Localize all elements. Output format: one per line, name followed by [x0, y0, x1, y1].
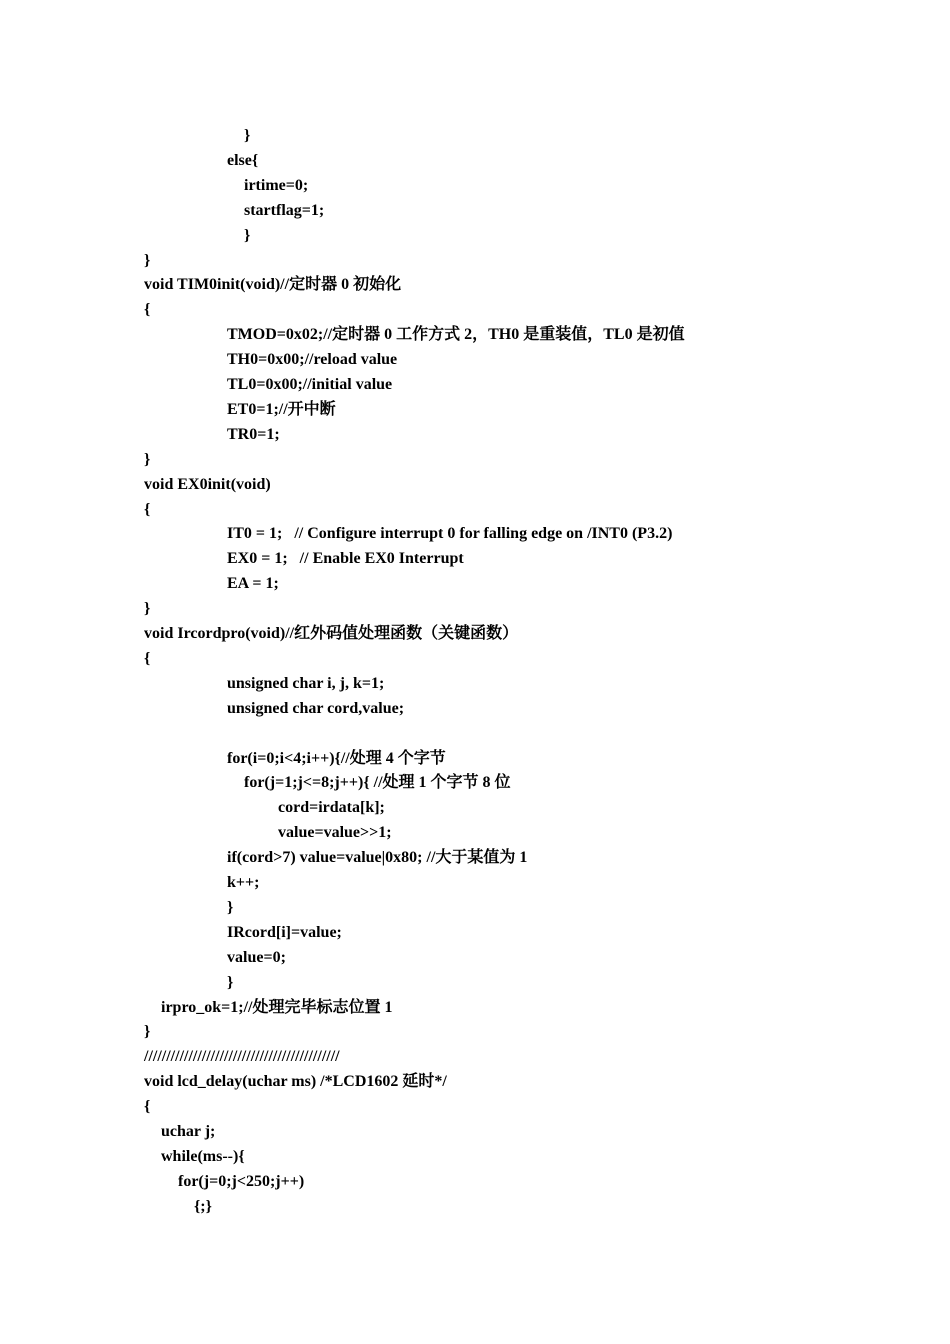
code-line: {: [144, 649, 151, 667]
code-line: irpro_ok=1;//处理完毕标志位置 1: [161, 998, 393, 1016]
code-line: ////////////////////////////////////////////: [144, 1048, 340, 1066]
code-line: IT0 = 1; // Configure interrupt 0 for falling edge on /INT0 (P3.2): [227, 525, 673, 543]
code-line: IRcord[i]=value;: [227, 923, 342, 941]
code-line: }: [144, 251, 151, 269]
code-line: for(j=0;j<250;j++): [178, 1172, 305, 1190]
code-line: startflag=1;: [244, 201, 325, 219]
code-line: ET0=1;//开中断: [227, 400, 336, 418]
code-line: void Ircordpro(void)//红外码值处理函数（关键函数）: [144, 625, 519, 642]
code-line: EX0 = 1; // Enable EX0 Interrupt: [227, 550, 464, 568]
code-line: {: [144, 1098, 151, 1116]
code-line: {: [144, 301, 151, 319]
code-line: void lcd_delay(uchar ms) /*LCD1602 延时*/: [144, 1073, 447, 1091]
code-line: }: [144, 600, 151, 618]
code-line: else{: [227, 151, 259, 169]
code-line: unsigned char i, j, k=1;: [227, 674, 385, 692]
code-line: irtime=0;: [244, 176, 309, 194]
code-line: TH0=0x00;//reload value: [227, 351, 398, 369]
code-line: uchar j;: [161, 1123, 216, 1140]
code-line: {: [144, 500, 151, 518]
code-line: TMOD=0x02;//定时器 0 工作方式 2，TH0 是重装值，TL0 是初值: [227, 326, 685, 344]
code-line: }: [227, 973, 234, 991]
code-line: unsigned char cord,value;: [227, 699, 405, 717]
code-line: }: [244, 127, 251, 144]
code-line: {;}: [194, 1197, 212, 1215]
code-line: }: [244, 226, 251, 244]
code-line: value=0;: [227, 948, 286, 966]
code-line: EA = 1;: [227, 575, 279, 593]
code-line: for(i=0;i<4;i++){//处理 4 个字节: [227, 749, 446, 767]
code-line: value=value>>1;: [278, 824, 392, 842]
code-line: cord=irdata[k];: [278, 799, 385, 817]
code-line: }: [144, 1023, 151, 1041]
code-line: }: [227, 898, 234, 916]
code-line: k++;: [227, 874, 260, 891]
code-line: void EX0init(void): [144, 475, 271, 493]
code-line: for(j=1;j<=8;j++){ //处理 1 个字节 8 位: [244, 774, 511, 792]
code-line: TL0=0x00;//initial value: [227, 376, 393, 393]
code-line: TR0=1;: [227, 425, 280, 443]
code-line: }: [144, 450, 151, 468]
code-line: void TIM0init(void)//定时器 0 初始化: [144, 276, 402, 294]
code-line: if(cord>7) value=value|0x80; //大于某值为 1: [227, 849, 528, 867]
code-line: while(ms--){: [161, 1147, 245, 1165]
